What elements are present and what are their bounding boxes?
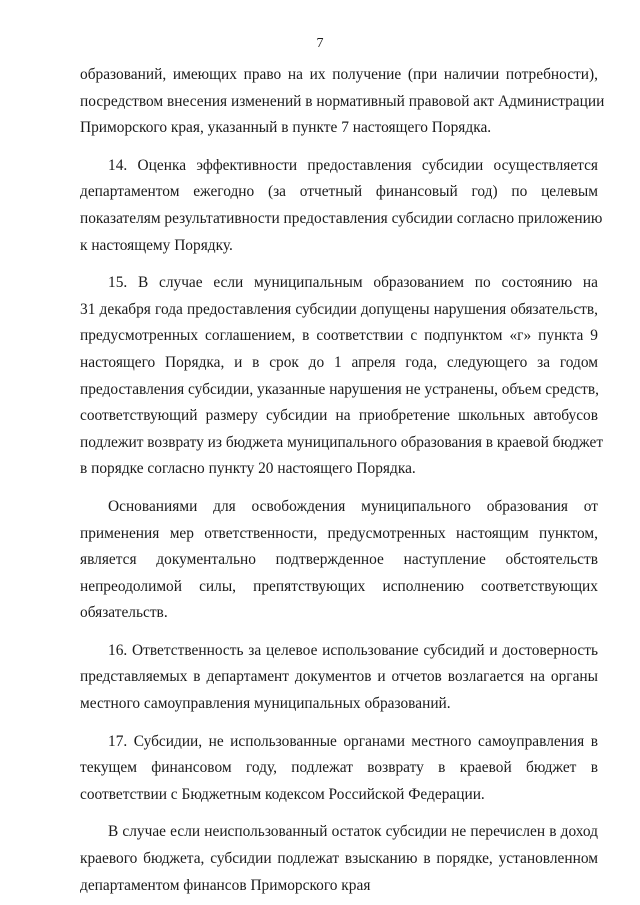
paragraph-line: департаментом ежегодно (за отчетный финансовый год) по целевым xyxy=(80,183,598,201)
paragraph-line: предоставления субсидии, указанные нарушения не устранены, объем средств, xyxy=(80,380,599,398)
paragraph-line: представляемых в департамент документов и отчетов возлагается на органы xyxy=(80,668,598,686)
paragraph-p17-remainder xyxy=(80,819,598,899)
paragraph-line: непреодолимой силы, препятствующих исполнению соответствующих xyxy=(80,577,598,595)
paragraph-continuation xyxy=(80,62,605,142)
paragraph-line: В случае если неиспользованный остаток субсидии не перечислен в доход xyxy=(108,823,598,841)
paragraph-line: показателям результативности предоставления субсидии согласно приложению xyxy=(80,209,603,227)
paragraph-line: предусмотренных соглашением, в соответствии с подпунктом «г» пункта 9 xyxy=(80,327,598,345)
paragraph-line: образований, имеющих право на их получение (при наличии потребности), xyxy=(80,66,598,83)
paragraph-line: Приморского края, указанный в пункте 7 настоящего Порядка. xyxy=(80,119,492,137)
paragraph-line: краевого бюджета, субсидии подлежат взысканию в порядке, установленном xyxy=(80,850,598,868)
paragraph-line: подлежит возврату из бюджета муниципального образования в краевой бюджет xyxy=(80,433,604,451)
paragraph-p15-grounds xyxy=(80,494,598,627)
paragraph-line: является документально подтвержденное наступление обстоятельств xyxy=(80,551,598,569)
page-number: 7 xyxy=(316,36,324,51)
paragraph-line: 31 декабря года предоставления субсидии допущены нарушения обязательств, xyxy=(80,300,598,318)
paragraph-line: Основаниями для освобождения муниципального образования от xyxy=(108,497,598,515)
paragraph-line: соответствующий размеру субсидии на приобретение школьных автобусов xyxy=(80,407,598,425)
paragraph-line: 14. Оценка эффективности предоставления субсидии осуществляется xyxy=(108,156,598,174)
paragraph-line: применения мер ответственности, предусмотренных настоящим пунктом, xyxy=(80,524,598,542)
document-body xyxy=(80,62,605,905)
paragraph-line: 17. Субсидии, не использованные органами местного самоуправления в xyxy=(108,732,598,750)
paragraph-line: департаментом финансов Приморского края xyxy=(80,876,371,894)
paragraph-p14 xyxy=(80,153,603,259)
paragraph-line: посредством внесения изменений в нормативный правовой акт Администрации xyxy=(80,92,605,110)
paragraph-line: обязательств. xyxy=(80,604,168,622)
paragraph-line: соответствии с Бюджетным кодексом Российской Федерации. xyxy=(80,785,485,803)
paragraph-line: в порядке согласно пункту 20 настоящего Порядка. xyxy=(80,460,416,478)
paragraph-line: текущем финансовом году, подлежат возврату в краевой бюджет в xyxy=(80,759,598,777)
paragraph-line: к настоящему Порядку. xyxy=(80,236,233,254)
paragraph-p16 xyxy=(80,638,598,718)
paragraph-line: местного самоуправления муниципальных образований. xyxy=(80,695,451,713)
paragraph-p17 xyxy=(80,729,598,809)
paragraph-p15 xyxy=(80,270,604,483)
paragraph-line: настоящего Порядка, и в срок до 1 апреля года, следующего за годом xyxy=(80,353,598,371)
paragraph-line: 16. Ответственность за целевое использование субсидий и достоверность xyxy=(108,641,598,659)
paragraph-line: 15. В случае если муниципальным образованием по состоянию на xyxy=(108,274,598,292)
